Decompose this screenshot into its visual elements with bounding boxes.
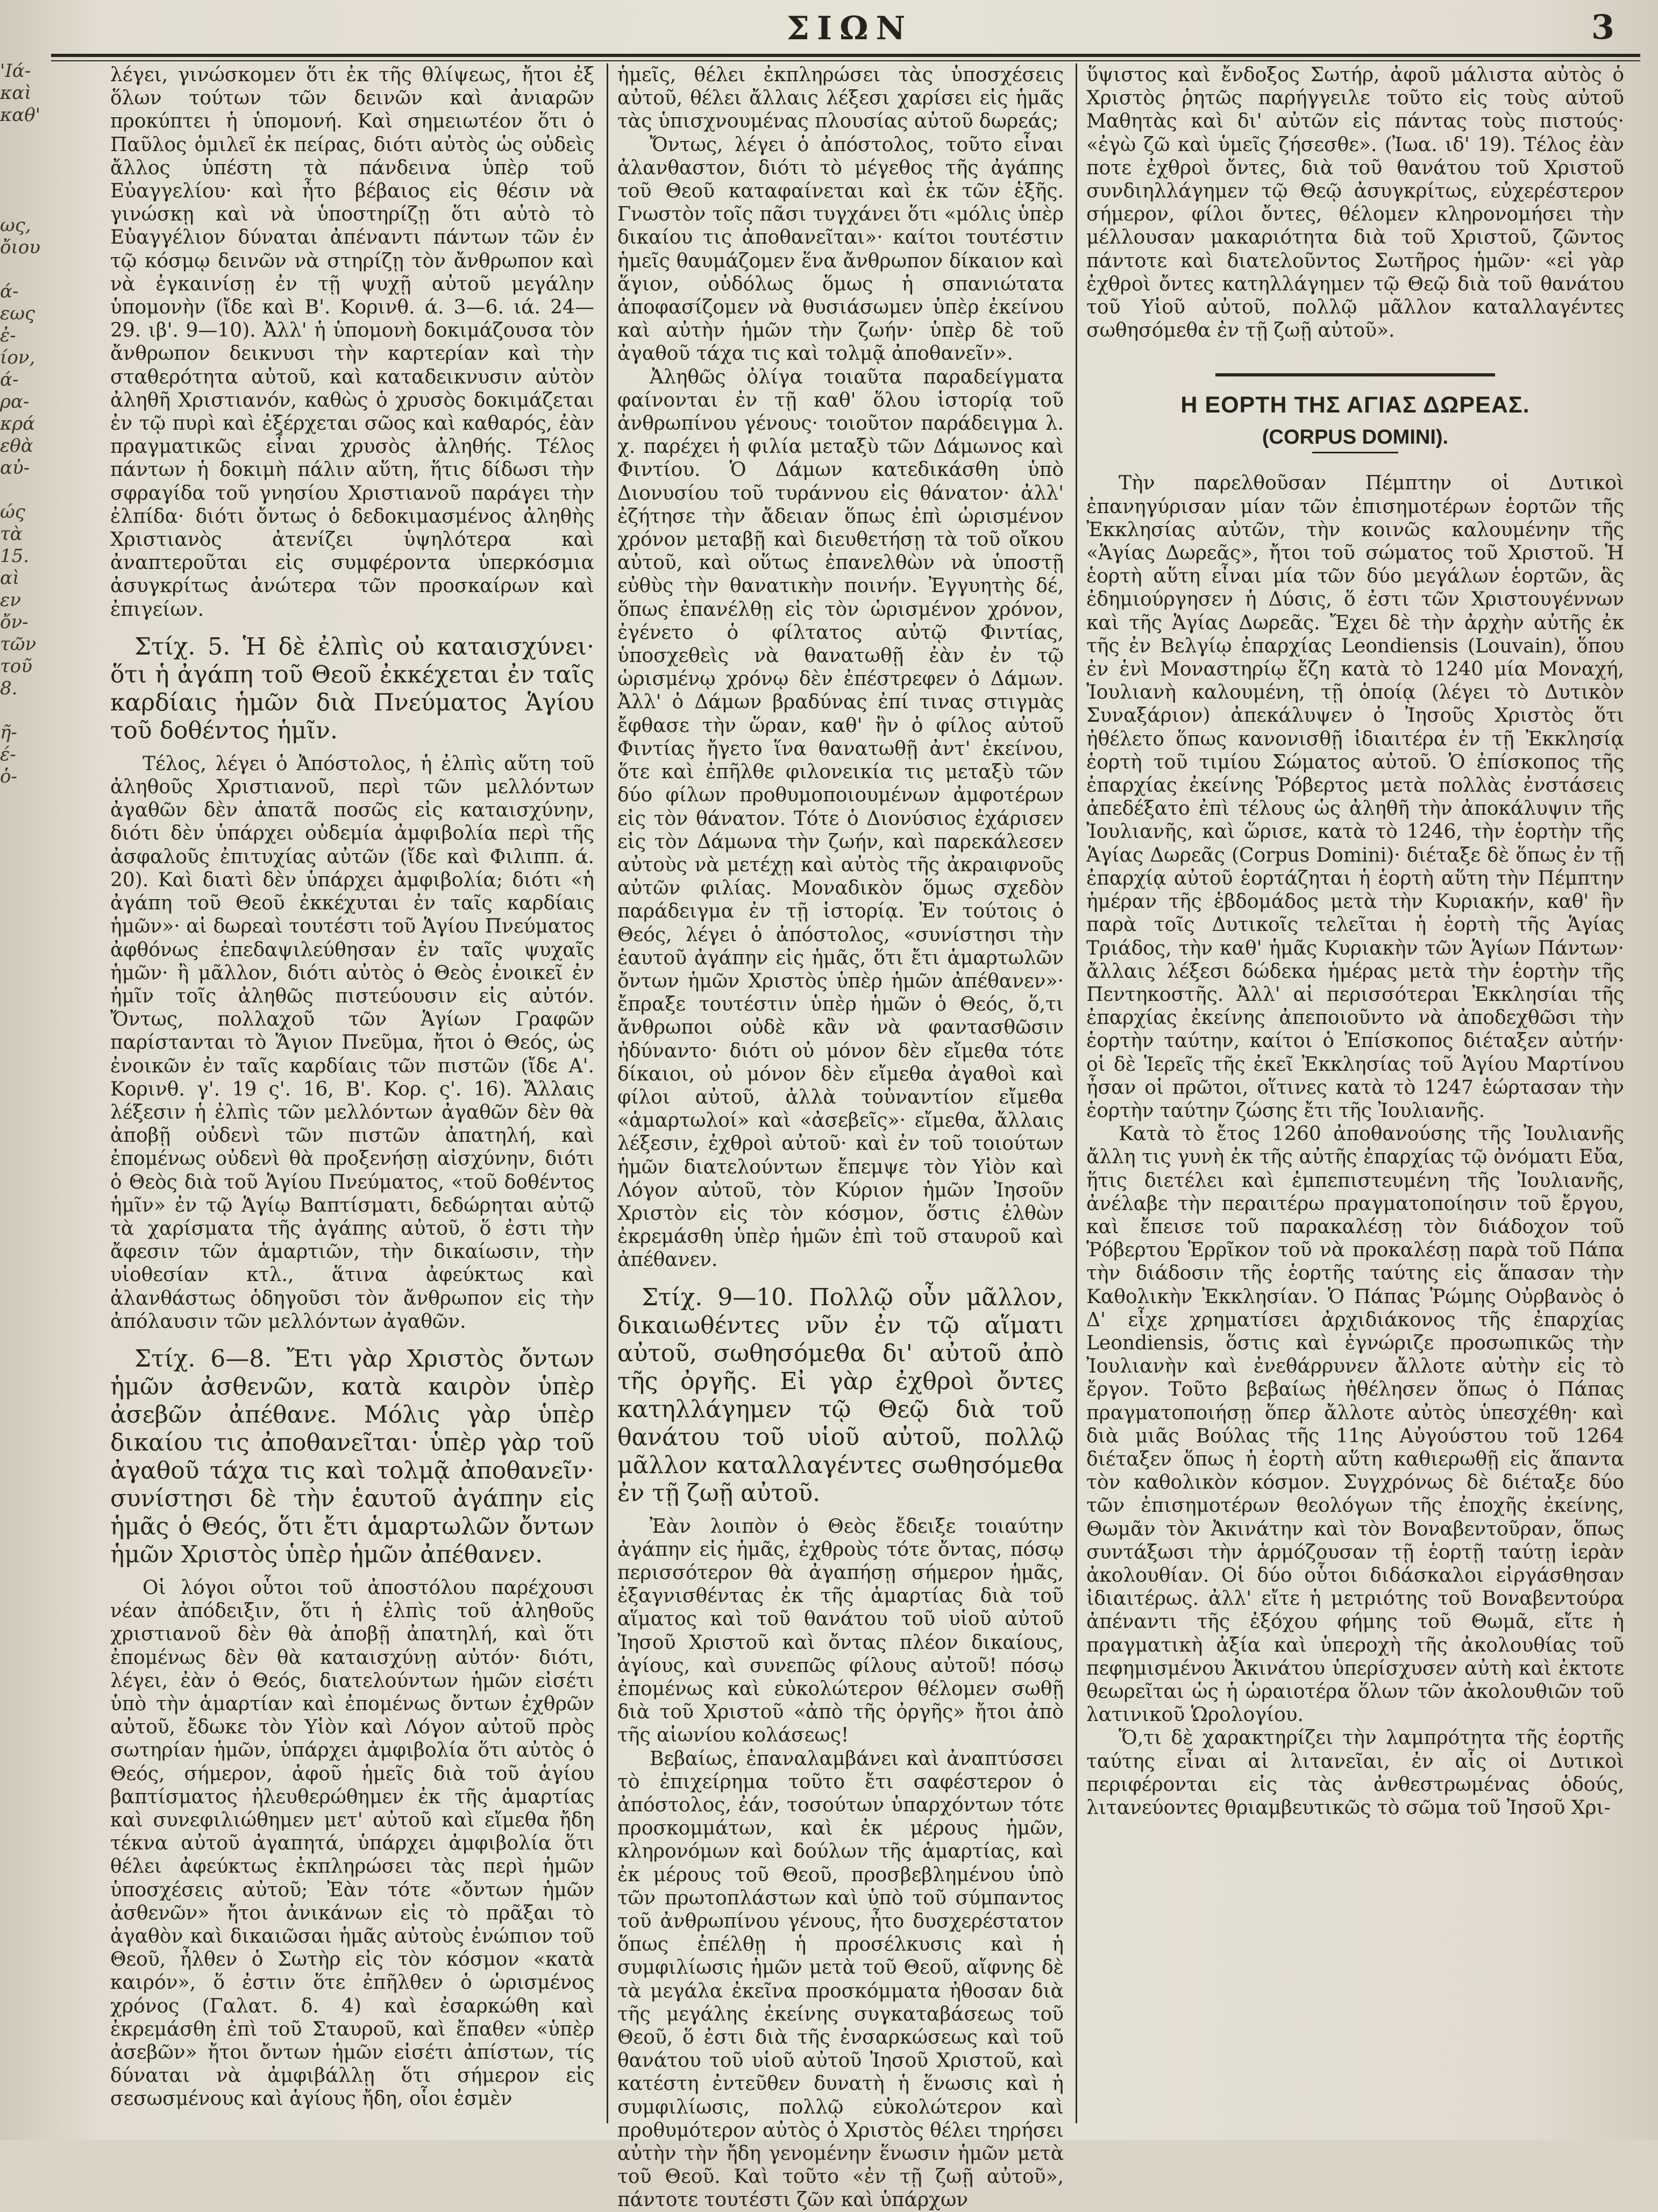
- column-divider-1: [607, 63, 608, 2123]
- col1-verse-heading-2: Στίχ. 6—8. Ἔτι γὰρ Χριστὸς ὄντων ἡμῶν ἀσθενῶν, κατὰ καιρὸν ὑπὲρ ἀσεβῶν ἀπέθανε. Μόλις γὰρ ὑπὲρ δικαίου τις ἀποθανεῖται· ὑπὲρ γὰρ τοῦ ἀγαθοῦ τάχα τις καὶ τολμᾷ ἀποθανεῖν· συνίστησι δὲ τὴν ἑαυτοῦ ἀγάπην εἰς ἡμᾶς ὁ Θεός, ὅτι ἔτι ἁμαρτωλῶν ὄντων ἡμῶν Χριστὸς ὑπὲρ ἡμῶν ἀπέθανεν.: [110, 1345, 594, 1568]
- column-3: [1086, 63, 1624, 1819]
- margin-fragment: [0, 479, 33, 501]
- col2-paragraph-5: Βεβαίως, ἐπαναλαμβάνει καὶ ἀναπτύσσει τὸ ἐπιχείρημα τοῦτο ἔτι σαφέστερον ὁ ἀπόστολος, ἐάν, τοσούτων ὑπαρχόντων τότε προσκομμάτων, καὶ ἐκ μέρους ἡμῶν, κληρονόμων καὶ δούλων τῆς ἁμαρτίας, καὶ ἐκ μέρους τοῦ Θεοῦ, προσβεβλημένου ὑπὸ τῶν πρωτοπλάστων καὶ ὑπὸ τοῦ σύμπαντος τοῦ ἀνθρωπίνου γένους, ἦτο δυσχερέστατον ὅπως ἐπέλθῃ ἡ προσέλκυσις καὶ ἡ συμφιλίωσις ἡμῶν μετὰ τοῦ Θεοῦ, αἴφνης δὲ τὰ μεγάλα ἐκεῖνα προσκόμματα ἠθοσαν διὰ τῆς μεγάλης ἐκείνης συγκαταβάσεως τοῦ Θεοῦ, ὅ ἐστι διὰ τῆς ἐνσαρκώσεως καὶ τοῦ θανάτου τοῦ υἱοῦ αὐτοῦ Ἰησοῦ Χριστοῦ, καὶ κατέστη ἐντεῦθεν δυνατὴ ἡ ἕνωσις καὶ ἡ συμφιλίωσις, πολλῷ εὐκολώτερον καὶ προθυμότερον αὐτὸς ὁ Χριστὸς θέλει τηρήσει αὐτὴν τὴν ἤδη γενομένην ἕνωσιν ἡμῶν μετὰ τοῦ Θεοῦ. Καὶ τοῦτο «ἐν τῇ ζωῇ αὐτοῦ», πάντοτε τουτέστι ζῶν καὶ ὑπάρχων: [617, 1747, 1064, 2211]
- margin-fragment: [0, 148, 33, 170]
- margin-fragment: 8.: [0, 678, 18, 699]
- margin-fragment: αὐ-: [0, 457, 30, 479]
- margin-fragment: καθ': [0, 104, 41, 126]
- column-1: [110, 63, 594, 2111]
- margin-fragment: έ-: [0, 744, 16, 765]
- margin-fragment: ῆ-: [0, 722, 17, 743]
- margin-fragment: αὶ: [0, 567, 20, 589]
- margin-fragment: ρα-: [0, 391, 30, 412]
- col2-paragraph-2: Ὄντως, λέγει ὁ ἀπόστολος, τοῦτο εἶναι ἀλανθαστον, διότι τὸ μέγεθος τῆς ἀγάπης τοῦ Θεοῦ καταφαίνεται καὶ ἐκ τῶν ἑξῆς. Γνωστὸν τοῖς πᾶσι τυγχάνει ὅτι «μόλις ὑπὲρ δικαίου τις ἀποθανεῖται»· καίτοι τουτέστιν ἡμεῖς θαυμάζομεν ἕνα ἄνθρωπον δίκαιον καὶ ἅγιον, οὐδόλως ὅμως ἡ σπανιώτατα ἀποφασίζομεν νὰ θυσιάσωμεν ὑπὲρ ἐκείνου καὶ αὐτὴν ἡμῶν τὴν ζωήν· ὑπὲρ δὲ τοῦ ἀγαθοῦ τάχα τις καὶ τολμᾷ ἀποθανεῖν».: [617, 133, 1064, 365]
- col2-verse-heading: Στίχ. 9—10. Πολλῷ οὖν μᾶλλον, δικαιωθέντες νῦν ἐν τῷ αἵματι αὐτοῦ, σωθησόμεθα δι' αὐτοῦ ἀπὸ τῆς ὀργῆς. Εἰ γὰρ ἐχθροὶ ὄντες κατηλλάγημεν τῷ Θεῷ διὰ τοῦ θανάτου τοῦ υἱοῦ αὐτοῦ, πολλῷ μᾶλλον καταλλαγέντες σωθησόμεθα ἐν τῇ ζωῇ αὐτοῦ.: [617, 1283, 1064, 1507]
- article-subtitle: (CORPUS DOMINI).: [1262, 426, 1449, 449]
- masthead-title: ΣΙΩΝ: [786, 10, 913, 47]
- margin-fragment: ως,: [0, 215, 31, 236]
- title-underline-rule: [1312, 452, 1398, 453]
- margin-fragment: εν: [0, 589, 21, 611]
- margin-fragment: [0, 126, 33, 148]
- col2-paragraph-3: Ἀληθῶς ὀλίγα τοιαῦτα παραδείγματα φαίνονται ἐν τῇ καθ' ὅλου ἱστορίᾳ τοῦ ἀνθρωπίνου γένους· τοιοῦτον παράδειγμα λ. χ. παρέχει ἡ φιλία μεταξὺ τῶν Δάμωνος καὶ Φιντίου. Ὁ Δάμων κατεδικάσθη ὑπὸ Διονυσίου τοῦ τυράννου εἰς θάνατον· ἀλλ' ἐζήτησε τὴν ἄδειαν ὅπως ἐπὶ ὡρισμένον χρόνον μεταβῇ καὶ διευθετήσῃ τὰ τοῦ οἴκου αὐτοῦ, καὶ οὕτως ἐπανελθὼν νὰ ὑποστῇ εὐθὺς τὴν θανατικὴν ποινήν. Ἐγγυητὴς δέ, ὅπως ἐπανέλθῃ εἰς τὸν ὡρισμένον χρόνον, ἐγένετο ὁ φίλτατος αὐτῷ Φιντίας, ὑποσχεθεὶς νὰ θανατωθῇ ἐὰν ἐν τῷ ὡρισμένῳ χρόνῳ δὲν ἐπέστρεφεν ὁ Δάμων. Ἀλλ' ὁ Δάμων βραδύνας ἐπί τινας στιγμὰς ἔφθασε τὴν ὥραν, καθ' ἣν ὁ φίλος αὐτοῦ Φιντίας ἤγετο ἵνα θανατωθῇ ἀντ' ἐκείνου, ὅτε καὶ ἐπῆλθε φιλονεικία τις μεταξὺ τῶν δύο φίλων προθυμοποιουμένων ἀμφοτέρων εἰς τὸν θάνατον. Τότε ὁ Διονύσιος ἐχάρισεν εἰς τὸν Δάμωνα τὴν ζωήν, καὶ παρεκάλεσεν αὐτοὺς νὰ μετέχῃ καὶ αὐτὸς τῆς ἀκραιφνοῦς αὐτῶν φιλίας. Μοναδικὸν ὅμως σχεδὸν παράδειγμα ἐν τῇ ἱστορίᾳ. Ἐν τούτοις ὁ Θεός, λέγει ὁ ἀπόστολος, «συνίστησι τὴν ἑαυτοῦ ἀγάπην εἰς ἡμᾶς, ὅτι ἔτι ἁμαρτωλῶν ὄντων ἡμῶν Χριστὸς ὑπὲρ ἡμῶν ἀπέθανεν»· ἔπραξε τουτέστιν ὑπὲρ ἡμῶν ὁ Θεός, ὅ,τι ἄνθρωποι οὐδὲ κἂν νὰ φαντασθῶσιν ἠδύναντο· διότι οὐ μόνον δὲν εἴμεθα τότε δίκαιοι, οὐ μόνον δὲν εἴμεθα ἀγαθοὶ καὶ φίλοι αὐτοῦ, ἀλλὰ τοὐναντίον εἴμεθα «ἁμαρτωλοί» καὶ «ἀσεβεῖς»· εἴμεθα, ἄλλαις λέξεσιν, ἐχθροὶ αὐτοῦ· καὶ ἐν τοῦ τοιούτων ἡμῶν διατελούντων ἔπεμψε τὸν Υἱὸν καὶ Λόγον αὐτοῦ, τὸν Κύριον ἡμῶν Ἰησοῦν Χριστὸν εἰς τὸν κόσμον, ὅστις ἐλθὼν ἐκρεμάσθη ὑπὲρ ἡμῶν ἐπὶ τοῦ σταυροῦ καὶ ἀπέθανεν.: [617, 366, 1064, 1271]
- margin-fragment: εθὰ: [0, 435, 33, 457]
- article-separator-rule: [1215, 373, 1495, 376]
- margin-fragment: εως: [0, 303, 35, 324]
- margin-fragment: τῶν: [0, 634, 37, 655]
- margin-fragment: ὄν-: [0, 611, 29, 633]
- margin-fragment: ώς: [0, 501, 25, 523]
- col2-paragraph-1: ἡμεῖς, θέλει ἐκπληρώσει τὰς ὑποσχέσεις αὐτοῦ, θέλει ἄλλαις λέξεσι χαρίσει εἰς ἡμᾶς τὰς ὑπισχνουμένας πλουσίας αὐτοῦ δωρεάς;: [617, 64, 1064, 133]
- margin-fragment: 'Ιά-: [0, 60, 31, 82]
- col1-verse-heading-1: Στίχ. 5. Ἡ δὲ ἐλπὶς οὐ καταισχύνει· ὅτι ἡ ἀγάπη τοῦ Θεοῦ ἐκκέχεται ἐν ταῖς καρδίαις ἡμῶν διὰ Πνεύματος Ἁγίου τοῦ δοθέντος ἡμῖν.: [110, 632, 594, 744]
- margin-fragment: [0, 193, 33, 215]
- col1-paragraph-1: λέγει, γινώσκομεν ὅτι ἐκ τῆς θλίψεως, ἤτοι ἐξ ὅλων τούτων τῶν δεινῶν καὶ ἀνιαρῶν προκύπτει ἡ ὑπομονή. Καὶ σημειωτέον ὅτι ὁ Παῦλος ὁμιλεῖ ἐκ πείρας, διότι αὐτὸς ὡς οὐδεὶς ἄλλος ὑπέστη τὰ πάνδεινα ὑπὲρ τοῦ Εὐαγγελίου· καὶ ἦτο βέβαιος εἰς θέσιν νὰ γινώσκῃ καὶ νὰ ὑποστηρίζῃ ὅτι αὐτὸ τὸ Εὐαγγέλιον δύναται ἀπέναντι πάντων τῶν ἐν τῷ κόσμῳ δεινῶν νὰ στηρίζῃ τὸν ἄνθρωπον καὶ νὰ ἐγκαινίσῃ ἐν τῇ ψυχῇ αὐτοῦ μεγάλην ὑπομονὴν (ἴδε καὶ Β'. Κορινθ. ά. 3—6. ιά. 24—29. ιβ'. 9—10). Ἀλλ' ἡ ὑπομονὴ δοκιμάζουσα τὸν ἄνθρωπον δεικνυσι τὴν καρτερίαν καὶ τὴν σταθερότητα αὐτοῦ, καὶ καταδεικνυσιν αὐτὸν ἀληθῆ Χριστιανόν, καθὼς ὁ χρυσὸς δοκιμάζεται ἐν τῷ πυρὶ καὶ ἐξέρχεται σῶος καὶ καθαρός, ἐὰν πραγματικῶς εἶναι χρυσὸς ἀληθής. Τέλος πάντων ἡ δοκιμὴ πάλιν αὕτη, ἥτις δίδωσι τὴν σφραγίδα τοῦ γνησίου Χριστιανοῦ παράγει τὴν ἐλπίδα· διότι ὄντως ὁ δεδοκιμασμένος ἀληθὴς Χριστιανὸς ἀτενίζει ὑψηλότερα καὶ ἀναπτεροῦται εἰς συμφέροντα ὑπερκόσμια ἀσυγκρίτως ἀνώτερα τῶν προσκαίρων καὶ ἐπιγείων.: [110, 64, 594, 621]
- margin-fragment: ά-: [0, 281, 19, 302]
- col1-paragraph-2: Τέλος, λέγει ὁ Ἀπόστολος, ἡ ἐλπὶς αὕτη τοῦ ἀληθοῦς Χριστιανοῦ, περὶ τῶν μελλόντων ἀγαθῶν δὲν ἀπατᾶ ποσῶς εἰς καταισχύνην, διότι δὲν ὑπάρχει οὐδεμία ἀμφιβολία περὶ τῆς ἀσφαλοῦς ἐπιτυχίας αὐτῶν (ἴδε καὶ Φιλιππ. ά. 20). Καὶ διατὶ δὲν ὑπάρχει ἀμφιβολία; διότι «ἡ ἀγάπη τοῦ Θεοῦ ἐκκέχυται ἐν ταῖς καρδίαις ἡμῶν»· αἱ δωρεαὶ τουτέστι τοῦ Ἁγίου Πνεύματος ἀφθόνως ἐπεδαψιλεύθησαν ἐν ταῖς ψυχαῖς ἡμῶν· ἢ μᾶλλον, διότι αὐτὸς ὁ Θεὸς ἐνοικεῖ ἐν ἡμῖν τοῖς ἀληθῶς πιστεύουσιν εἰς αὐτόν. Ὄντως, πολλαχοῦ τῶν Ἁγίων Γραφῶν παρίστανται τὸ Ἅγιον Πνεῦμα, ἤτοι ὁ Θεός, ὡς ἐνοικῶν ἐν ταῖς καρδίαις τῶν πιστῶν (ἴδε Α'. Κορινθ. γ'. 19 ς'. 16, Β'. Κορ. ς'. 16). Ἄλλαις λέξεσιν ἡ ἐλπὶς τῶν μελλόντων ἀγαθῶν δὲν θὰ ἀποβῇ οὐδενὶ τῶν πιστῶν ἀπατηλή, καὶ ἐπομένως οὐδενὶ θὰ προξενήσῃ αἰσχύνην, διότι ὁ Θεὸς διὰ τοῦ Ἁγίου Πνεύματος, «τοῦ δοθέντος ἡμῖν» ἐν τῷ Ἁγίῳ Βαπτίσματι, δεδώρηται αὐτῷ τὰ χαρίσματα τῆς ἀγάπης αὐτοῦ, ὅ ἐστι τὴν ἄφεσιν τῶν ἁμαρτιῶν, τὴν δικαίωσιν, τὴν υἱοθεσίαν κτλ., ἅτινα ἀφεύκτως καὶ ἀλανθάστως ὁδηγοῦσι τὸν ἄνθρωπον εἰς τὴν ἀπόλαυσιν τῶν μελλόντων ἀγαθῶν.: [110, 752, 594, 1333]
- margin-fragment: ίον,: [0, 347, 35, 368]
- col3-paragraph-1: ὕψιστος καὶ ἔνδοξος Σωτήρ, ἀφοῦ μάλιστα αὐτὸς ὁ Χριστὸς ῥητῶς παρήγγειλε τοῦτο εἰς τοὺς αὐτοῦ Μαθητὰς καὶ δι' αὐτῶν εἰς πάντας τοὺς πιστούς· «ἐγὼ ζῶ καὶ ὑμεῖς ζήσεσθε». (Ἰωα. ιδ' 19). Τέλος ἐὰν ποτε ἐχθροὶ ὄντες, διὰ τοῦ θανάτου τοῦ Χριστοῦ συνδιηλλάγημεν τῷ Θεῷ ἀσυγκρίτως, εὐχερέστερον σήμερον, φίλοι ὄντες, θέλομεν κληρονομήσει τὴν μέλλουσαν μακαριότητα διὰ τοῦ Χριστοῦ, ζῶντος πάντοτε καὶ διατελοῦντος Σωτῆρος ἡμῶν· «εἰ γὰρ ἐχθροὶ ὄντες κατηλλάγημεν τῷ Θεῷ διὰ τοῦ θανάτου τοῦ Υἱοῦ αὐτοῦ, πολλῷ μᾶλλον καταλλαγέντες σωθησόμεθα ἐν τῇ ζωῇ αὐτοῦ».: [1086, 64, 1624, 342]
- margin-fragment: τὰ: [0, 523, 23, 545]
- column-2: [617, 63, 1064, 2212]
- header-rule-thin: [51, 60, 1640, 61]
- margin-fragment: ά-: [0, 369, 19, 390]
- margin-fragment: τοῦ: [0, 656, 32, 677]
- page-number: 3: [1591, 8, 1614, 47]
- col3-paragraph-2: Τὴν παρελθοῦσαν Πέμπτην οἱ Δυτικοὶ ἐπανηγύρισαν μίαν τῶν ἐπισημοτέρων ἑορτῶν τῆς Ἐκκλησίας αὐτῶν, τὴν κοινῶς καλουμένην τῆς «Ἁγίας Δωρεᾶς», ἤτοι τοῦ σώματος τοῦ Χριστοῦ. Ἡ ἑορτὴ αὕτη εἶναι μία τῶν δύο μεγάλων ἑορτῶν, ἃς ἐδημιούργησεν ἡ Δύσις, ὅ ἐστι τῶν Χριστουγέννων καὶ τῆς Ἁγίας Δωρεᾶς. Ἔχει δὲ τὴν ἀρχὴν αὐτῆς ἐκ τῆς ἐν Βελγίῳ ἐπαρχίας Leondiensis (Louvain), ὅπου ἐν ἑνὶ Μοναστηρίῳ ἔζη κατὰ τὸ 1240 μία Μοναχή, Ἰουλιανὴ καλουμένη, τῇ ὁποίᾳ (λέγει τὸ Δυτικὸν Συναξάριον) ἀπεκάλυψεν ὁ Ἰησοῦς Χριστὸς ὅτι ἠθέλετο ὅπως κανονισθῇ ἰδιαιτέρα ἐν τῇ Ἐκκλησίᾳ ἑορτὴ τοῦ τιμίου Σώματος αὐτοῦ. Ὁ ἐπίσκοπος τῆς ἐπαρχίας ἐκείνης Ῥόβερτος μετὰ πολλὰς ἐνστάσεις ἀπεδέξατο ἐπὶ τέλους ὡς ἀληθῆ τὴν ἀποκάλυψιν τῆς Ἰουλιανῆς, καὶ ὥρισε, κατὰ τὸ 1246, τὴν ἑορτὴν τῆς Ἁγίας Δωρεᾶς (Corpus Domini)· διέταξε δὲ ὅπως ἐν τῇ ἐπαρχίᾳ αὐτοῦ ἑορτάζηται ἡ ἑορτὴ αὕτη τὴν Πέμπτην ἡμέραν τῆς ἑβδομάδος μετὰ τὴν Κυριακήν, καθ' ἣν παρὰ τοῖς Δυτικοῖς τελεῖται ἡ ἑορτὴ τῆς Ἁγίας Τριάδος, τὴν καθ' ἡμᾶς Κυριακὴν τῶν Ἁγίων Πάντων· ἄλλαις λέξεσι δώδεκα ἡμέρας μετὰ τὴν ἑορτὴν τῆς Πεντηκοστῆς. Ἀλλ' αἱ περισσότεραι Ἐκκλησίαι τῆς ἐπαρχίας ἐκείνης ἀπεποιοῦντο νὰ ἀποδεχθῶσι τὴν ἑορτὴν ταύτην, καίτοι ὁ Ἐπίσκοπος διέταξεν αὐτήν· οἱ δὲ Ἱερεῖς τῆς ἐκεῖ Ἐκκλησίας τοῦ Ἁγίου Μαρτίνου ἦσαν οἱ πρῶτοι, οἵτινες κατὰ τὸ 1247 ἑώρτασαν τὴν ἑορτὴν ταύτην ζώσης ἔτι τῆς Ἰουλιανῆς.: [1086, 472, 1624, 1122]
- margin-fragment: 15.: [0, 545, 30, 567]
- col3-paragraph-3: Κατὰ τὸ ἔτος 1260 ἀποθανούσης τῆς Ἰουλιανῆς ἄλλη τις γυνὴ ἐκ τῆς αὐτῆς ἐπαρχίας τῷ ὀνόματι Εὔα, ἥτις διετέλει καὶ ἐμπεπιστευμένη τῆς Ἰουλιανῆς, ἀνέλαβε τὴν περαιτέρω πραγματοποίησιν τοῦ ἔργου, καὶ ἔπεισε τοῦ παρακαλέσῃ τὸν διάδοχον τοῦ Ῥόβερτου Ἑρρῖκον τοῦ νὰ προκαλέσῃ παρὰ τοῦ Πάπα τὴν διάδοσιν τῆς ἑορτῆς ταύτης εἰς ἅπασαν τὴν Καθολικὴν Ἐκκλησίαν. Ὁ Πάπας Ῥώμης Οὐρβανὸς ὁ Δ' εἶχε χρηματίσει ἀρχιδιάκονος τῆς ἐπαρχίας Leondiensis, ὅστις καὶ ἐγνώριζε προσωπικῶς τὴν Ἰουλιανὴν καὶ ἐνεθάρρυνεν ἄλλοτε αὐτὴν εἰς τὸ ἔργον. Τοῦτο βεβαίως ἠθέλησεν ὅπως ὁ Πάπας πραγματοποιήσῃ ὅπερ ἄλλοτε αὐτὸς ὑπεσχέθη· καὶ διὰ μιᾶς Βούλας τῆς 11ης Αὐγούστου τοῦ 1264 διέταξεν ὅπως ἡ ἑορτὴ αὕτη καθιερωθῇ εἰς ἅπαντα τὸν καθολικὸν κόσμον. Συγχρόνως δὲ διέταξε δύο τῶν ἐπισημοτέρων θεολόγων τῆς ἐποχῆς ἐκείνης, Θωμᾶν τὸν Ἀκινάτην καὶ τὸν Βοναβεντοῦραν, ὅπως συντάξωσι τὴν ἁρμόζουσαν τῇ ἑορτῇ ταύτῃ ἱερὰν ἀκολουθίαν. Οἱ δύο οὗτοι διδάσκαλοι εἰργάσθησαν ἰδιαιτέρως. ἀλλ' εἴτε ἡ μετριότης τοῦ Βοναβεντούρα ἀπέναντι τῆς ἐξόχου φήμης τοῦ Θωμᾶ, εἴτε ἡ πραγματικὴ ἀξία καὶ ὑπεροχὴ τῆς ἀκολουθίας τοῦ πεφημισμένου Ἀκινάτου ὑπερίσχυσεν αὐτὴ καὶ ἐκτοτε θεωρεῖται ὡς ἡ ὡραιοτέρα ὅλων τῶν ἀκολουθιῶν τοῦ λατινικοῦ Ὡρολογίου.: [1086, 1123, 1624, 1726]
- margin-fragment: ἐ-: [0, 325, 16, 346]
- col3-paragraph-4: Ὅ,τι δὲ χαρακτηρίζει τὴν λαμπρότητα τῆς ἑορτῆς ταύτης εἶναι αἱ λιτανεῖαι, ἐν αἷς οἱ Δυτικοὶ περιφέρονται εἰς τὰς ἀνθεστρωμένας ὁδούς, λιτανεύοντες θριαμβευτικῶς τὸ σῶμα τοῦ Ἰησοῦ Χρι-: [1086, 1727, 1624, 1819]
- margin-fragment: κρά: [0, 413, 35, 435]
- article-title: Η ΕΟΡΤΗ ΤΗΣ ΑΓΙΑΣ ΔΩΡΕΑΣ.: [1180, 392, 1530, 418]
- margin-fragment: [0, 170, 33, 193]
- page-header: [70, 4, 1629, 54]
- margin-fragment: ὄιου: [0, 237, 40, 258]
- margin-fragment: καὶ: [0, 82, 32, 104]
- col2-paragraph-4: Ἐὰν λοιπὸν ὁ Θεὸς ἔδειξε τοιαύτην ἀγάπην εἰς ἡμᾶς, ἐχθροὺς τότε ὄντας, πόσῳ περισσότερον θὰ ἀγαπήσῃ σήμερον ἡμᾶς, ἐξαγνισθέντας ἐκ τῆς ἁμαρτίας διὰ τοῦ αἵματος καὶ τοῦ θανάτου τοῦ υἱοῦ αὐτοῦ Ἰησοῦ Χριστοῦ καὶ ὄντας πλέον δικαίους, ἁγίους, καὶ συνεπῶς φίλους αὐτοῦ! πόσῳ ἐπομένως καὶ εὐκολώτερον θέλομεν σωθῇ διὰ τοῦ Χριστοῦ «ἀπὸ τῆς ὀργῆς» ἤτοι ἀπὸ τῆς αἰωνίου κολάσεως!: [617, 1515, 1064, 1747]
- col1-paragraph-3: Οἱ λόγοι οὗτοι τοῦ ἀποστόλου παρέχουσι νέαν ἀπόδειξιν, ὅτι ἡ ἐλπὶς τοῦ ἀληθοῦς χριστιανοῦ δὲν θὰ ἀποβῇ ἀπατηλή, καὶ ὅτι ἐπομένως δὲν θὰ καταισχύνῃ αὐτόν· διότι, λέγει, ἐὰν ὁ Θεός, διατελούντων ἡμῶν εἰσέτι ὑπὸ τὴν ἁμαρτίαν καὶ ἐπομένως ὄντων ἐχθρῶν αὐτοῦ, ἔδωκε τὸν Υἱὸν καὶ Λόγον αὐτοῦ πρὸς σωτηρίαν ἡμῶν, ὑπάρχει ἀμφιβολία ὅτι αὐτὸς ὁ Θεός, σήμερον, ἀφοῦ ἡμεῖς διὰ τοῦ ἁγίου βαπτίσματος ἠλευθερώθημεν ἐκ τῆς ἁμαρτίας καὶ συνεφιλιώθημεν μετ' αὐτοῦ καὶ εἴμεθα ἤδη τέκνα αὐτοῦ ἀγαπητά, ὑπάρχει ἀμφιβολία ὅτι θέλει ἀφεύκτως ἐκπληρώσει τὰς περὶ ἡμῶν ὑποσχέσεις αὐτοῦ; Ἐὰν τότε «ὄντων ἡμῶν ἀσθενῶν» ἤτοι ἀνικάνων εἰς τὸ πρᾶξαι τὸ ἀγαθὸν καὶ δικαιῶσαι ἡμᾶς αὐτοὺς ἐνώπιον τοῦ Θεοῦ, ἦλθεν ὁ Σωτὴρ εἰς τὸν κόσμον «κατὰ καιρόν», ὅ ἐστιν ὅτε ἐπῆλθεν ὁ ὡρισμένος χρόνος (Γαλατ. δ. 4) καὶ ἐσαρκώθη καὶ ἐκρεμάσθη ἐπὶ τοῦ Σταυροῦ, καὶ ἔπαθεν «ὑπὲρ ἀσεβῶν» ἤτοι ὄντων ἡμῶν εἰσέτι ἀπίστων, τίς δύναται νὰ ἀμφιβάλλῃ ὅτι σήμερον εἰς σεσωσμένους καὶ ἁγίους ἤδη, οἷοι ἐσμὲν: [110, 1576, 594, 2110]
- left-margin-fragments: [0, 60, 41, 788]
- margin-fragment: ὁ-: [0, 766, 17, 787]
- header-rule: [51, 54, 1640, 57]
- column-divider-2: [1076, 63, 1077, 2123]
- margin-fragment: [0, 259, 33, 281]
- margin-fragment: [0, 700, 33, 722]
